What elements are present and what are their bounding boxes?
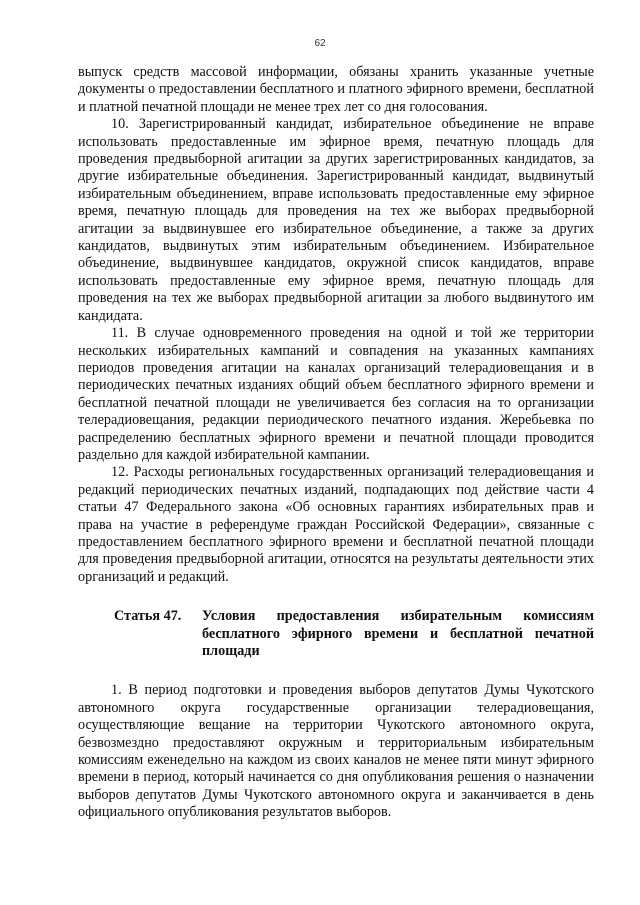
- document-body: [78, 64, 594, 822]
- paragraph-item-12: 12. Расходы региональных государственных организаций телерадиовещания и редакций периодических печатных изданий, подпадающих под действие части 4 статьи 47 Федерального закона «Об основных гарантиях избирательных прав и права на участие в референдуме граждан Российской Федерации», связанные с предоставлением бесплатного эфирного времени и бесплатной печатной площади для проведения предвыборной агитации, относятся на результаты деятельности этих организаций и редакций.: [78, 464, 594, 585]
- paragraph-item-11: 11. В случае одновременного проведения на одной и той же территории нескольких избирательных кампаний и совпадения на указанных кампаниях периодов проведения агитации на каналах организаций телерадиовещания и в периодических печатных изданиях общий объем бесплатного эфирного времени и бесплатной печатной площади не увеличивается без согласия на то организации телерадиовещания, редакции периодического печатного издания. Жеребьевка по распределению бесплатных эфирного времени и печатной площади проводится раздельно для каждой избирательной кампании.: [78, 325, 594, 463]
- paragraph-article-item-1: 1. В период подготовки и проведения выборов депутатов Думы Чукотского автономного округа государственные организации телерадиовещания, осуществляющие вещание на территории Чукотского автономного округа, безвозмездно предоставляют окружным и территориальным избирательным комиссиям еженедельно на каждом из своих каналов не менее пяти минут эфирного времени в период, который начинается со дня опубликования решения о назначении выборов депутатов Думы Чукотского автономного округа и заканчивается в день официального опубликования результатов выборов.: [78, 682, 594, 821]
- page-number: 62: [314, 38, 326, 49]
- paragraph-item-10: 10. Зарегистрированный кандидат, избирательное объединение не вправе использовать предоставленные им эфирное время, печатную площадь для проведения предвыборной агитации за других зарегистрированных кандидатов, за другие избирательные объединения. Зарегистрированный кандидат, выдвинутый избирательным объединением, вправе использовать предоставленные ему эфирное время, печатную площадь для проведения на тех же выборах предвыборной агитации за выдвинувшее его избирательное объединение, а также за других кандидатов, выдвинутых этим избирательным объединением. Избирательное объединение, выдвинувшее кандидатов, окружной список кандидатов, вправе использовать предоставленные ему эфирное время, печатную площадь для проведения на тех же выборах предвыборной агитации за любого выдвинутого им кандидата.: [78, 116, 594, 324]
- article-number: Статья 47.: [114, 608, 182, 625]
- paragraph-continuation: выпуск средств массовой информации, обязаны хранить указанные учетные документы о предоставлении бесплатного и платного эфирного времени, бесплатной и платной печатной площади не менее трех лет со дня голосования.: [78, 64, 594, 115]
- article-heading: [78, 608, 594, 660]
- article-title: Условия предоставления избирательным комиссиям бесплатного эфирного времени и бесплатной печатной площади: [202, 608, 594, 659]
